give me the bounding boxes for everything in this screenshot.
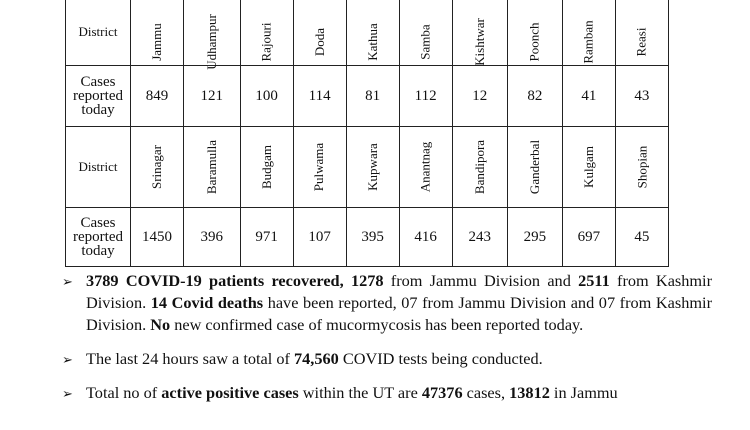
text: within the UT are bbox=[298, 383, 422, 402]
cases-cell: 1450 bbox=[131, 208, 184, 267]
district-cell bbox=[293, 0, 346, 66]
district-cell bbox=[184, 0, 241, 70]
cases-cell: 295 bbox=[507, 208, 562, 267]
district-cell bbox=[399, 127, 452, 208]
district-cell bbox=[131, 127, 184, 208]
row-header-district bbox=[66, 127, 131, 208]
district-name: Anantnag bbox=[417, 141, 433, 193]
cases-cell: 81 bbox=[346, 66, 399, 127]
district-cell bbox=[131, 0, 184, 66]
district-name: Udhampur bbox=[203, 14, 219, 70]
text: COVID tests being conducted. bbox=[338, 349, 543, 368]
district-name: Shopian bbox=[633, 145, 649, 189]
district-name: Kathua bbox=[364, 23, 380, 61]
cases-cell: 114 bbox=[293, 66, 346, 127]
district-name: Ganderbal bbox=[526, 139, 542, 195]
district-name: Pulwama bbox=[311, 142, 327, 192]
cases-cell: 107 bbox=[293, 208, 346, 267]
text: new confirmed case of mucormycosis has been reported today. bbox=[170, 315, 584, 334]
district-cell bbox=[562, 127, 615, 208]
district-name: Budgam bbox=[258, 144, 274, 190]
arrow-bullet-icon: ➢ bbox=[62, 274, 73, 289]
table-row bbox=[66, 66, 669, 127]
district-cell bbox=[346, 0, 399, 66]
text: have been reported, 07 from Jammu Division and 07 from Kashmir Division. bbox=[86, 293, 712, 334]
cases-cell: 971 bbox=[240, 208, 293, 267]
district-name: Kupwara bbox=[364, 143, 380, 191]
district-cell bbox=[615, 0, 668, 66]
text: The last 24 hours saw a total of bbox=[86, 349, 294, 368]
cases-cell: 121 bbox=[184, 66, 241, 127]
cases-cell: 112 bbox=[399, 66, 452, 127]
text bbox=[344, 271, 351, 290]
district-cell bbox=[507, 127, 562, 208]
district-cell bbox=[507, 0, 562, 66]
recovered-count: 3789 COVID-19 patients recovered, bbox=[86, 271, 344, 290]
row-header-cases: Cases reported today bbox=[66, 208, 131, 267]
district-name: Reasi bbox=[633, 27, 649, 57]
deaths-count: 14 Covid deaths bbox=[150, 293, 264, 312]
district-name: Bandipora bbox=[471, 139, 487, 195]
text: in Jammu bbox=[549, 383, 618, 402]
text: cases, bbox=[462, 383, 510, 402]
cases-cell: 243 bbox=[452, 208, 507, 267]
district-name: Kulgam bbox=[580, 146, 596, 188]
table-row bbox=[66, 127, 669, 208]
no-emphasis: No bbox=[150, 315, 171, 334]
bulletin-bullets bbox=[62, 270, 712, 404]
cases-cell: 45 bbox=[615, 208, 668, 267]
district-name: Doda bbox=[311, 27, 327, 57]
district-name: Poonch bbox=[526, 22, 542, 62]
district-cell bbox=[184, 127, 241, 208]
cases-cell: 82 bbox=[507, 66, 562, 127]
tests-count: 74,560 bbox=[294, 349, 339, 368]
district-cell bbox=[346, 127, 399, 208]
active-count: 47376 bbox=[421, 383, 463, 402]
district-cell bbox=[615, 127, 668, 208]
text: Total no of bbox=[86, 383, 162, 402]
cases-cell: 697 bbox=[562, 208, 615, 267]
row-header-label: District bbox=[78, 159, 118, 174]
cases-cell: 395 bbox=[346, 208, 399, 267]
district-name: Srinagar bbox=[148, 144, 164, 190]
jammu-recovered: 1278 bbox=[350, 271, 384, 290]
arrow-bullet-icon: ➢ bbox=[62, 352, 73, 367]
cases-cell: 12 bbox=[452, 66, 507, 127]
cases-cell: 43 bbox=[615, 66, 668, 127]
cases-cell: 849 bbox=[131, 66, 184, 127]
district-cell bbox=[562, 0, 615, 66]
jammu-active: 13812 bbox=[509, 383, 550, 402]
district-cell bbox=[399, 0, 452, 66]
district-name: Ramban bbox=[580, 20, 596, 64]
cases-cell: 396 bbox=[184, 208, 241, 267]
active-label: active positive cases bbox=[161, 383, 299, 402]
district-name: Jammu bbox=[149, 23, 164, 61]
cases-cell: 416 bbox=[399, 208, 452, 267]
table-row bbox=[66, 0, 669, 66]
cases-cell: 41 bbox=[562, 66, 615, 127]
district-cell bbox=[452, 0, 507, 66]
district-name: Kishtwar bbox=[471, 18, 487, 66]
row-header-cases: Cases reported today bbox=[66, 66, 131, 127]
district-name: Rajouri bbox=[258, 22, 274, 62]
district-cases-table bbox=[65, 0, 669, 267]
cases-cell: 100 bbox=[240, 66, 293, 127]
bullet-tests bbox=[62, 348, 712, 370]
row-header-label: District bbox=[78, 24, 118, 39]
row-header-district bbox=[66, 0, 131, 66]
district-cell bbox=[452, 127, 507, 208]
district-cell bbox=[240, 0, 293, 66]
table-row bbox=[66, 208, 669, 267]
bullet-active-cases bbox=[62, 382, 712, 404]
kashmir-recovered: 2511 bbox=[578, 271, 610, 290]
district-name: Samba bbox=[417, 24, 433, 60]
district-name: Baramulla bbox=[203, 139, 219, 195]
bullet-recoveries bbox=[62, 270, 712, 336]
text: from Kashmir Division. bbox=[86, 271, 713, 312]
text: from Jammu Division and bbox=[383, 271, 579, 290]
arrow-bullet-icon: ➢ bbox=[62, 386, 73, 401]
district-cell bbox=[240, 127, 293, 208]
district-cell bbox=[293, 127, 346, 208]
